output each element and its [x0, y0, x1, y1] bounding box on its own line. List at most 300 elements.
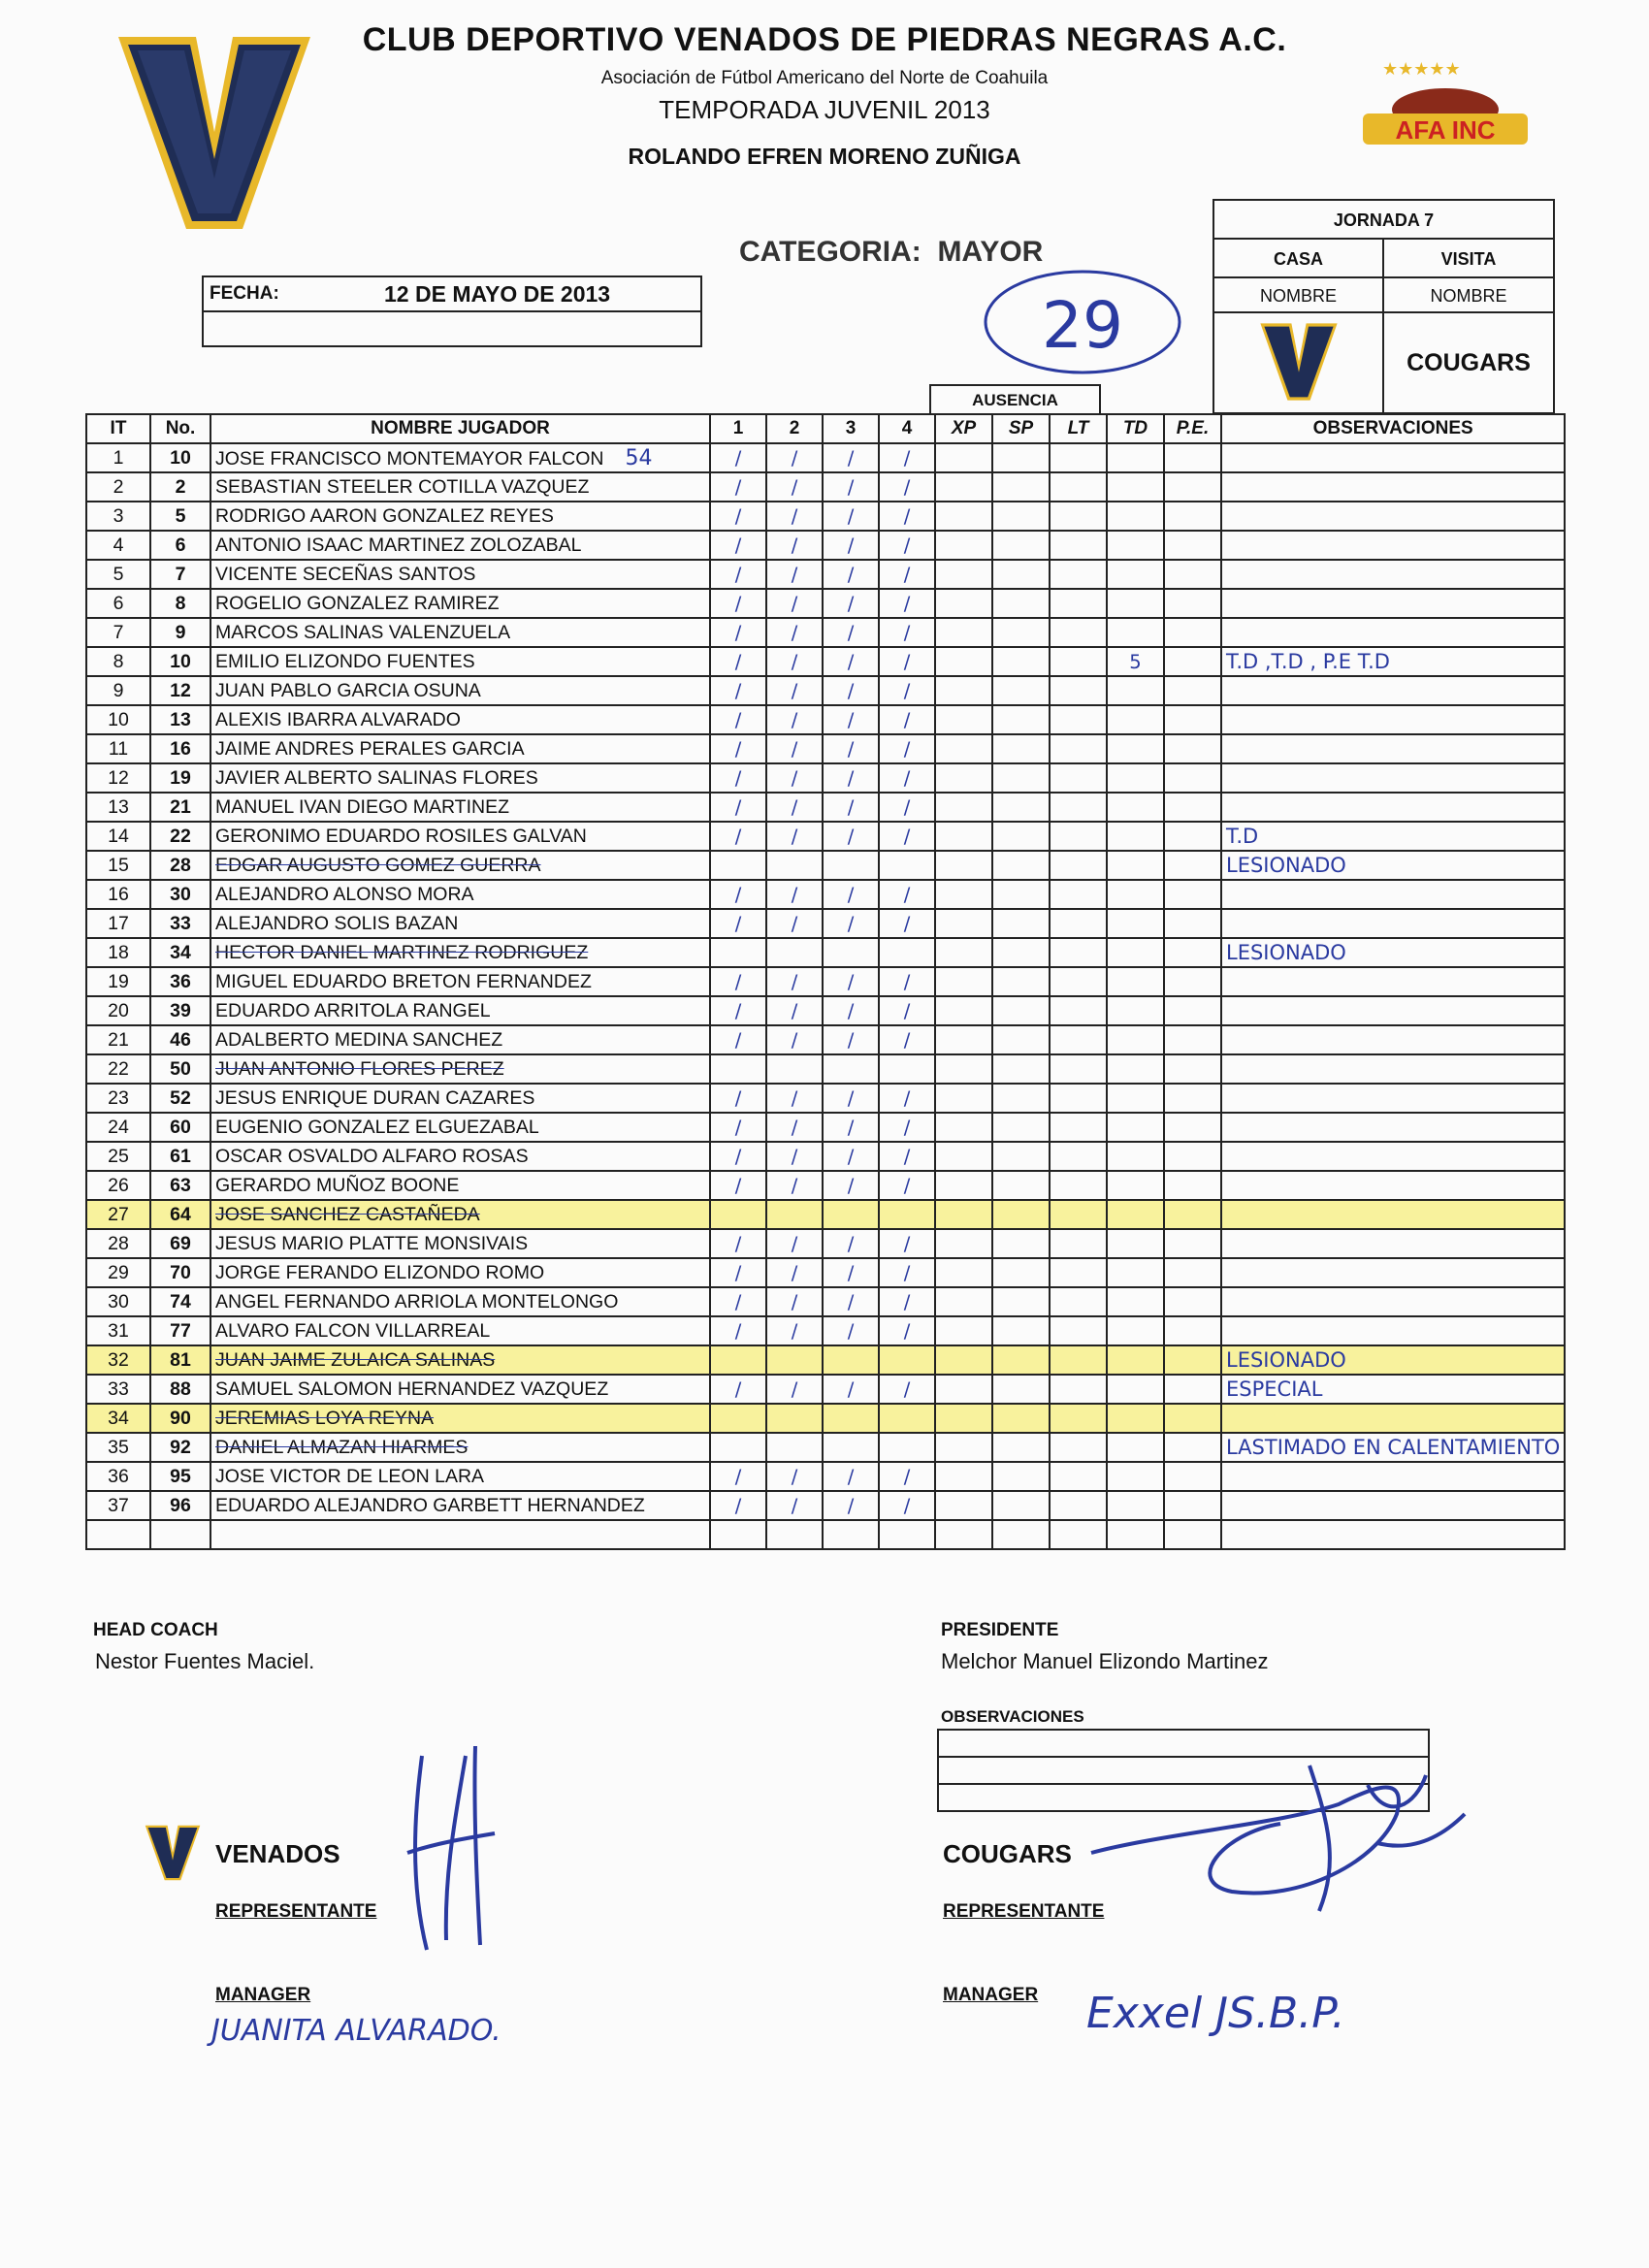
fecha-value: 12 DE MAYO DE 2013	[384, 281, 611, 307]
row-number: 36	[150, 967, 210, 996]
row-xp	[935, 1345, 992, 1375]
casa-label: CASA	[1214, 240, 1384, 278]
row-sp	[992, 1054, 1050, 1084]
row-td	[1107, 822, 1164, 851]
row-sp	[992, 1433, 1050, 1462]
row-pe	[1164, 1171, 1221, 1200]
row-lt	[1050, 822, 1107, 851]
row-number: 81	[150, 1345, 210, 1375]
row-quarter-2: /	[766, 472, 823, 502]
row-pe	[1164, 531, 1221, 560]
row-quarter-4: /	[879, 1316, 935, 1345]
row-quarter-3: /	[823, 996, 879, 1025]
row-quarter-2: /	[766, 880, 823, 909]
row-observaciones	[1221, 1491, 1565, 1520]
row-number: 6	[150, 531, 210, 560]
association-subtitle: Asociación de Fútbol Americano del Norte de Coahuila	[600, 68, 1049, 88]
table-row	[86, 1084, 1565, 1113]
row-quarter-2: /	[766, 1084, 823, 1113]
col-sp: SP	[992, 414, 1050, 443]
row-sp	[992, 502, 1050, 531]
row-quarter-1: /	[710, 1171, 766, 1200]
row-quarter-3: /	[823, 793, 879, 822]
row-observaciones	[1221, 1084, 1565, 1113]
row-pe	[1164, 1258, 1221, 1287]
row-quarter-1: /	[710, 472, 766, 502]
row-pe	[1164, 502, 1221, 531]
row-xp	[935, 589, 992, 618]
row-number: 46	[150, 1025, 210, 1054]
row-quarter-2: /	[766, 1113, 823, 1142]
row-quarter-4: /	[879, 1375, 935, 1404]
row-number: 95	[150, 1462, 210, 1491]
row-number: 33	[150, 909, 210, 938]
row-player-name: EUGENIO GONZALEZ ELGUEZABAL	[210, 1113, 710, 1142]
row-td	[1107, 996, 1164, 1025]
row-number: 64	[150, 1200, 210, 1229]
afa-logo	[1353, 53, 1537, 155]
circled-number	[978, 262, 1191, 393]
row-xp	[935, 1258, 992, 1287]
jornada-title: JORNADA 7	[1214, 201, 1553, 240]
row-observaciones: T.D ,T.D , P.E T.D	[1221, 647, 1565, 676]
row-it: 36	[86, 1462, 150, 1491]
table-row	[86, 1287, 1565, 1316]
row-xp	[935, 822, 992, 851]
row-sp	[992, 531, 1050, 560]
row-td	[1107, 851, 1164, 880]
row-td	[1107, 705, 1164, 734]
row-lt	[1050, 1025, 1107, 1054]
row-lt	[1050, 793, 1107, 822]
row-it: 18	[86, 938, 150, 967]
home-representante-label: REPRESENTANTE	[215, 1901, 377, 1922]
row-quarter-4: /	[879, 1287, 935, 1316]
row-quarter-1: /	[710, 967, 766, 996]
row-quarter-1	[710, 938, 766, 967]
row-quarter-3: /	[823, 1287, 879, 1316]
row-quarter-4: /	[879, 647, 935, 676]
row-quarter-3	[823, 1054, 879, 1084]
row-player-name: JEREMIAS LOYA REYNA	[210, 1404, 710, 1433]
row-quarter-3: /	[823, 734, 879, 763]
row-quarter-3: /	[823, 1462, 879, 1491]
row-lt	[1050, 531, 1107, 560]
row-observaciones	[1221, 793, 1565, 822]
row-it: 30	[86, 1287, 150, 1316]
row-pe	[1164, 967, 1221, 996]
row-observaciones	[1221, 560, 1565, 589]
table-row	[86, 763, 1565, 793]
home-representante-signature	[388, 1736, 514, 1964]
svg-text:AFA INC: AFA INC	[1395, 115, 1496, 145]
row-quarter-4: /	[879, 1084, 935, 1113]
row-quarter-4: /	[879, 996, 935, 1025]
table-row	[86, 1316, 1565, 1345]
row-number: 5	[150, 502, 210, 531]
row-sp	[992, 880, 1050, 909]
row-sp	[992, 1025, 1050, 1054]
row-pe	[1164, 822, 1221, 851]
row-quarter-2: /	[766, 1171, 823, 1200]
row-quarter-2: /	[766, 1258, 823, 1287]
row-quarter-2: /	[766, 676, 823, 705]
row-quarter-2: /	[766, 1229, 823, 1258]
row-quarter-2: /	[766, 589, 823, 618]
col-xp: XP	[935, 414, 992, 443]
row-number: 90	[150, 1404, 210, 1433]
row-player-name: RODRIGO AARON GONZALEZ REYES	[210, 502, 710, 531]
row-quarter-4: /	[879, 443, 935, 472]
row-td	[1107, 1520, 1164, 1549]
row-number: 69	[150, 1229, 210, 1258]
row-pe	[1164, 1142, 1221, 1171]
col-no: No.	[150, 414, 210, 443]
row-quarter-4: /	[879, 1113, 935, 1142]
row-xp	[935, 647, 992, 676]
row-lt	[1050, 1258, 1107, 1287]
row-it: 17	[86, 909, 150, 938]
row-player-name: EDGAR AUGUSTO GOMEZ GUERRA	[210, 851, 710, 880]
row-sp	[992, 1462, 1050, 1491]
row-quarter-2	[766, 938, 823, 967]
row-xp	[935, 1433, 992, 1462]
row-lt	[1050, 560, 1107, 589]
row-pe	[1164, 1462, 1221, 1491]
presidente-name: Melchor Manuel Elizondo Martinez	[941, 1649, 1269, 1673]
row-sp	[992, 1142, 1050, 1171]
row-it: 7	[86, 618, 150, 647]
row-quarter-4	[879, 1054, 935, 1084]
row-player-name: OSCAR OSVALDO ALFARO ROSAS	[210, 1142, 710, 1171]
row-lt	[1050, 676, 1107, 705]
person-name: ROLANDO EFREN MORENO ZUÑIGA	[628, 144, 1021, 169]
row-td	[1107, 1200, 1164, 1229]
row-observaciones	[1221, 1462, 1565, 1491]
col-q1: 1	[710, 414, 766, 443]
row-quarter-4: /	[879, 1171, 935, 1200]
row-observaciones	[1221, 502, 1565, 531]
row-quarter-3	[823, 1200, 879, 1229]
row-player-name: MARCOS SALINAS VALENZUELA	[210, 618, 710, 647]
row-xp	[935, 618, 992, 647]
row-player-name: JUAN JAIME ZULAICA SALINAS	[210, 1345, 710, 1375]
row-it: 20	[86, 996, 150, 1025]
row-observaciones: LESIONADO	[1221, 1345, 1565, 1375]
row-td	[1107, 1316, 1164, 1345]
row-sp	[992, 443, 1050, 472]
row-xp	[935, 676, 992, 705]
row-it: 31	[86, 1316, 150, 1345]
row-player-name: JESUS MARIO PLATTE MONSIVAIS	[210, 1229, 710, 1258]
table-row	[86, 705, 1565, 734]
row-td	[1107, 1142, 1164, 1171]
presidente-label: PRESIDENTE	[941, 1620, 1059, 1640]
row-quarter-1: /	[710, 734, 766, 763]
row-quarter-4: /	[879, 472, 935, 502]
row-quarter-3	[823, 938, 879, 967]
row-number: 12	[150, 676, 210, 705]
casa-nombre-label: NOMBRE	[1214, 278, 1384, 313]
table-row	[86, 793, 1565, 822]
row-observaciones: LASTIMADO EN CALENTAMIENTO	[1221, 1433, 1565, 1462]
row-quarter-3: /	[823, 1229, 879, 1258]
row-pe	[1164, 1491, 1221, 1520]
row-quarter-4: /	[879, 734, 935, 763]
row-quarter-4	[879, 1520, 935, 1549]
row-number: 70	[150, 1258, 210, 1287]
row-td	[1107, 734, 1164, 763]
table-row	[86, 560, 1565, 589]
row-observaciones: LESIONADO	[1221, 851, 1565, 880]
row-observaciones	[1221, 1171, 1565, 1200]
row-number: 96	[150, 1491, 210, 1520]
row-quarter-1	[710, 851, 766, 880]
row-quarter-4: /	[879, 1462, 935, 1491]
row-quarter-1: /	[710, 880, 766, 909]
row-quarter-2: /	[766, 502, 823, 531]
row-it: 3	[86, 502, 150, 531]
row-it: 22	[86, 1054, 150, 1084]
row-quarter-4: /	[879, 880, 935, 909]
row-xp	[935, 1287, 992, 1316]
row-pe	[1164, 560, 1221, 589]
row-quarter-4: /	[879, 502, 935, 531]
row-it: 29	[86, 1258, 150, 1287]
row-quarter-4	[879, 851, 935, 880]
table-row	[86, 1113, 1565, 1142]
categoria-value: MAYOR	[937, 236, 1044, 268]
row-sp	[992, 589, 1050, 618]
row-quarter-3: /	[823, 676, 879, 705]
row-quarter-4: /	[879, 1025, 935, 1054]
head-coach-label: HEAD COACH	[93, 1620, 218, 1640]
row-quarter-1: /	[710, 560, 766, 589]
row-number: 7	[150, 560, 210, 589]
row-quarter-4: /	[879, 1491, 935, 1520]
table-row	[86, 443, 1565, 472]
table-row	[86, 502, 1565, 531]
row-player-name: JUAN ANTONIO FLORES PEREZ	[210, 1054, 710, 1084]
table-row	[86, 880, 1565, 909]
away-representante-signature	[1086, 1746, 1474, 1945]
row-quarter-3: /	[823, 1491, 879, 1520]
table-row	[86, 938, 1565, 967]
row-quarter-3: /	[823, 1025, 879, 1054]
row-pe	[1164, 676, 1221, 705]
categoria-label: CATEGORIA:	[739, 236, 922, 268]
row-sp	[992, 1113, 1050, 1142]
row-quarter-4: /	[879, 909, 935, 938]
row-quarter-2: /	[766, 531, 823, 560]
row-quarter-4: /	[879, 676, 935, 705]
row-quarter-4	[879, 1404, 935, 1433]
table-row	[86, 1433, 1565, 1462]
row-quarter-1	[710, 1200, 766, 1229]
row-player-name: JORGE FERANDO ELIZONDO ROMO	[210, 1258, 710, 1287]
row-it: 26	[86, 1171, 150, 1200]
row-quarter-3: /	[823, 560, 879, 589]
row-sp	[992, 938, 1050, 967]
row-player-name: ROGELIO GONZALEZ RAMIREZ	[210, 589, 710, 618]
row-sp	[992, 705, 1050, 734]
row-quarter-1: /	[710, 763, 766, 793]
row-quarter-1: /	[710, 1491, 766, 1520]
row-observaciones	[1221, 967, 1565, 996]
row-lt	[1050, 996, 1107, 1025]
row-player-name: SEBASTIAN STEELER COTILLA VAZQUEZ	[210, 472, 710, 502]
row-observaciones	[1221, 472, 1565, 502]
row-sp	[992, 618, 1050, 647]
row-quarter-2: /	[766, 996, 823, 1025]
row-number: 30	[150, 880, 210, 909]
row-quarter-2: /	[766, 822, 823, 851]
row-observaciones	[1221, 996, 1565, 1025]
row-quarter-2	[766, 1054, 823, 1084]
row-quarter-2: /	[766, 909, 823, 938]
row-it: 32	[86, 1345, 150, 1375]
row-td: 5	[1107, 647, 1164, 676]
row-td	[1107, 560, 1164, 589]
row-quarter-3: /	[823, 1316, 879, 1345]
row-quarter-3: /	[823, 909, 879, 938]
row-number	[150, 1520, 210, 1549]
row-xp	[935, 1462, 992, 1491]
row-player-name: ALEXIS IBARRA ALVARADO	[210, 705, 710, 734]
row-sp	[992, 1171, 1050, 1200]
row-lt	[1050, 1084, 1107, 1113]
row-xp	[935, 938, 992, 967]
table-row	[86, 1258, 1565, 1287]
visita-team: COUGARS	[1406, 349, 1531, 376]
row-quarter-1: /	[710, 647, 766, 676]
row-it: 14	[86, 822, 150, 851]
row-quarter-1: /	[710, 1025, 766, 1054]
row-sp	[992, 560, 1050, 589]
row-xp	[935, 1171, 992, 1200]
row-quarter-3: /	[823, 502, 879, 531]
row-quarter-1: /	[710, 793, 766, 822]
row-player-name: SAMUEL SALOMON HERNANDEZ VAZQUEZ	[210, 1375, 710, 1404]
row-quarter-4	[879, 1345, 935, 1375]
row-xp	[935, 472, 992, 502]
row-sp	[992, 1229, 1050, 1258]
row-quarter-3: /	[823, 531, 879, 560]
row-pe	[1164, 618, 1221, 647]
row-observaciones	[1221, 1200, 1565, 1229]
row-observaciones	[1221, 1404, 1565, 1433]
row-player-name: EDUARDO ARRITOLA RANGEL	[210, 996, 710, 1025]
row-quarter-3: /	[823, 1258, 879, 1287]
row-player-name: DANIEL ALMAZAN HIARMES	[210, 1433, 710, 1462]
col-q4: 4	[879, 414, 935, 443]
row-xp	[935, 1520, 992, 1549]
row-sp	[992, 676, 1050, 705]
table-row	[86, 1200, 1565, 1229]
row-observaciones	[1221, 763, 1565, 793]
row-quarter-4: /	[879, 822, 935, 851]
row-pe	[1164, 996, 1221, 1025]
row-quarter-1	[710, 1345, 766, 1375]
table-row	[86, 1462, 1565, 1491]
row-td	[1107, 1229, 1164, 1258]
row-number: 77	[150, 1316, 210, 1345]
row-quarter-1: /	[710, 531, 766, 560]
row-it: 4	[86, 531, 150, 560]
row-quarter-1: /	[710, 822, 766, 851]
row-lt	[1050, 502, 1107, 531]
row-quarter-1	[710, 1054, 766, 1084]
row-pe	[1164, 1404, 1221, 1433]
row-xp	[935, 996, 992, 1025]
row-number: 63	[150, 1171, 210, 1200]
row-quarter-3	[823, 1520, 879, 1549]
row-td	[1107, 589, 1164, 618]
row-quarter-2	[766, 851, 823, 880]
row-it: 5	[86, 560, 150, 589]
row-quarter-3: /	[823, 1113, 879, 1142]
row-lt	[1050, 1142, 1107, 1171]
row-sp	[992, 1404, 1050, 1433]
row-sp	[992, 822, 1050, 851]
row-it: 8	[86, 647, 150, 676]
row-pe	[1164, 443, 1221, 472]
row-lt	[1050, 589, 1107, 618]
row-quarter-2: /	[766, 793, 823, 822]
row-number: 10	[150, 647, 210, 676]
row-quarter-2: /	[766, 1491, 823, 1520]
table-row	[86, 1171, 1565, 1200]
row-xp	[935, 967, 992, 996]
row-quarter-3	[823, 1404, 879, 1433]
row-sp	[992, 996, 1050, 1025]
row-quarter-2: /	[766, 647, 823, 676]
row-number: 92	[150, 1433, 210, 1462]
row-it: 16	[86, 880, 150, 909]
row-quarter-1: /	[710, 589, 766, 618]
row-player-name: JAIME ANDRES PERALES GARCIA	[210, 734, 710, 763]
row-observaciones: LESIONADO	[1221, 938, 1565, 967]
row-quarter-4: /	[879, 589, 935, 618]
row-quarter-4: /	[879, 531, 935, 560]
row-lt	[1050, 880, 1107, 909]
row-observaciones	[1221, 1316, 1565, 1345]
row-td	[1107, 1025, 1164, 1054]
row-lt	[1050, 1520, 1107, 1549]
row-lt	[1050, 1054, 1107, 1084]
row-xp	[935, 1025, 992, 1054]
row-quarter-2: /	[766, 1316, 823, 1345]
row-td	[1107, 1258, 1164, 1287]
row-observaciones	[1221, 589, 1565, 618]
row-quarter-2: /	[766, 1142, 823, 1171]
row-observaciones: ESPECIAL	[1221, 1375, 1565, 1404]
row-it: 24	[86, 1113, 150, 1142]
row-number: 28	[150, 851, 210, 880]
row-td	[1107, 1084, 1164, 1113]
venados-small-logo	[142, 1824, 204, 1887]
row-quarter-4	[879, 938, 935, 967]
row-player-name: MANUEL IVAN DIEGO MARTINEZ	[210, 793, 710, 822]
row-td	[1107, 1345, 1164, 1375]
row-quarter-3: /	[823, 967, 879, 996]
row-quarter-2: /	[766, 1025, 823, 1054]
row-observaciones: T.D	[1221, 822, 1565, 851]
row-number: 21	[150, 793, 210, 822]
row-pe	[1164, 938, 1221, 967]
row-player-name: ALVARO FALCON VILLARREAL	[210, 1316, 710, 1345]
row-lt	[1050, 763, 1107, 793]
